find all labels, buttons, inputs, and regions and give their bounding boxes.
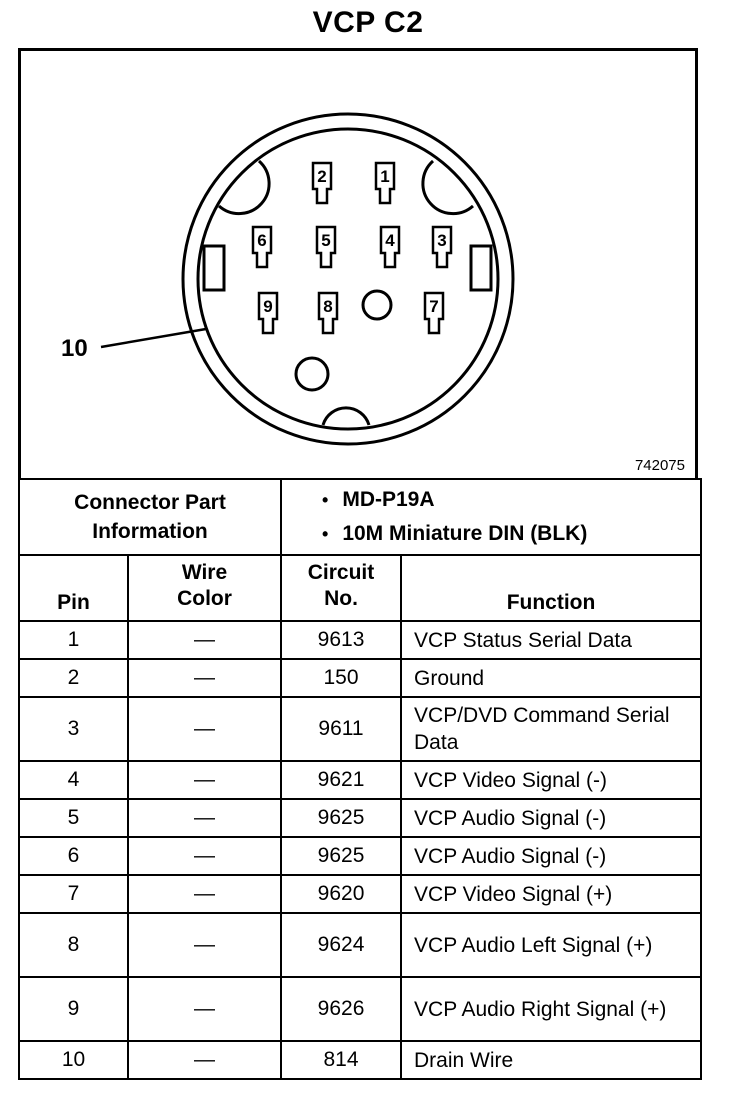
pin-label: 2 (317, 167, 327, 186)
pin-cell: 8 (19, 913, 128, 977)
connector-diagram (18, 48, 698, 480)
wire-color-cell: — (128, 837, 281, 875)
table-row (19, 761, 701, 799)
pin-9 (259, 293, 277, 333)
pin-label: 4 (385, 231, 395, 250)
circuit-cell: 9621 (281, 761, 401, 799)
circuit-cell: 9625 (281, 837, 401, 875)
pin-5 (317, 227, 335, 267)
table-row (19, 659, 701, 697)
wire-color-cell: — (128, 761, 281, 799)
circuit-cell: 9611 (281, 697, 401, 761)
pin-label: 3 (437, 231, 447, 250)
pin-cell: 10 (19, 1041, 128, 1079)
reference-number: 742075 (634, 457, 685, 474)
circuit-cell: 150 (281, 659, 401, 697)
circuit-cell: 9626 (281, 977, 401, 1041)
function-cell: VCP Video Signal (-) (401, 761, 701, 799)
pin-cell: 9 (19, 977, 128, 1041)
pin-cell: 5 (19, 799, 128, 837)
pin-2 (313, 163, 331, 203)
wire-color-cell: — (128, 659, 281, 697)
table-row (19, 977, 701, 1041)
function-cell: VCP Audio Right Signal (+) (401, 977, 701, 1041)
table-row (19, 697, 701, 761)
function-cell: VCP Audio Signal (-) (401, 837, 701, 875)
pin-3 (433, 227, 451, 267)
function-cell: VCP Video Signal (+) (401, 875, 701, 913)
page-title: VCP C2 (312, 6, 424, 39)
function-cell: Drain Wire (401, 1041, 701, 1079)
header-function: Function (401, 555, 701, 621)
table-row (19, 621, 701, 659)
pin-cell: 6 (19, 837, 128, 875)
connector-info-values (281, 479, 701, 555)
header-wire-color: Wire Color (128, 555, 281, 621)
table-row (19, 837, 701, 875)
table-row (19, 913, 701, 977)
pin-cell: 4 (19, 761, 128, 799)
pin-6 (253, 227, 271, 267)
table-row (19, 799, 701, 837)
function-cell: VCP Audio Signal (-) (401, 799, 701, 837)
pin-cell: 1 (19, 621, 128, 659)
pin-8 (319, 293, 337, 333)
pin-label: 8 (323, 297, 333, 316)
pinout-table (18, 478, 702, 1080)
wire-color-cell: — (128, 913, 281, 977)
table-row (19, 875, 701, 913)
circuit-cell: 814 (281, 1041, 401, 1079)
function-cell: Ground (401, 659, 701, 697)
header-circuit-no: Circuit No. (281, 555, 401, 621)
circuit-cell: 9613 (281, 621, 401, 659)
pin-4 (381, 227, 399, 267)
pin-label: 7 (429, 297, 439, 316)
pin-7 (425, 293, 443, 333)
connector-part-number: • MD-P19A (322, 483, 692, 517)
function-cell: VCP/DVD Command Serial Data (401, 697, 701, 761)
header-pin: Pin (19, 555, 128, 621)
function-cell: VCP Audio Left Signal (+) (401, 913, 701, 977)
circuit-cell: 9625 (281, 799, 401, 837)
connector-description: • 10M Miniature DIN (BLK) (322, 517, 692, 551)
connector-face-drawing (21, 51, 701, 483)
function-cell: VCP Status Serial Data (401, 621, 701, 659)
pin-cell: 2 (19, 659, 128, 697)
pin-cell: 3 (19, 697, 128, 761)
pin-1 (376, 163, 394, 203)
shield-callout-label: 10 (61, 335, 88, 362)
pin-label: 9 (263, 297, 273, 316)
pin-cell: 7 (19, 875, 128, 913)
wire-color-cell: — (128, 621, 281, 659)
wire-color-cell: — (128, 977, 281, 1041)
wire-color-cell: — (128, 799, 281, 837)
wire-color-cell: — (128, 1041, 281, 1079)
circuit-cell: 9624 (281, 913, 401, 977)
circuit-cell: 9620 (281, 875, 401, 913)
pin-label: 6 (257, 231, 267, 250)
table-row (19, 1041, 701, 1079)
wire-color-cell: — (128, 697, 281, 761)
pin-label: 5 (321, 231, 331, 250)
wire-color-cell: — (128, 875, 281, 913)
pin-label: 1 (380, 167, 390, 186)
connector-info-label: Connector Part Information (19, 479, 281, 555)
